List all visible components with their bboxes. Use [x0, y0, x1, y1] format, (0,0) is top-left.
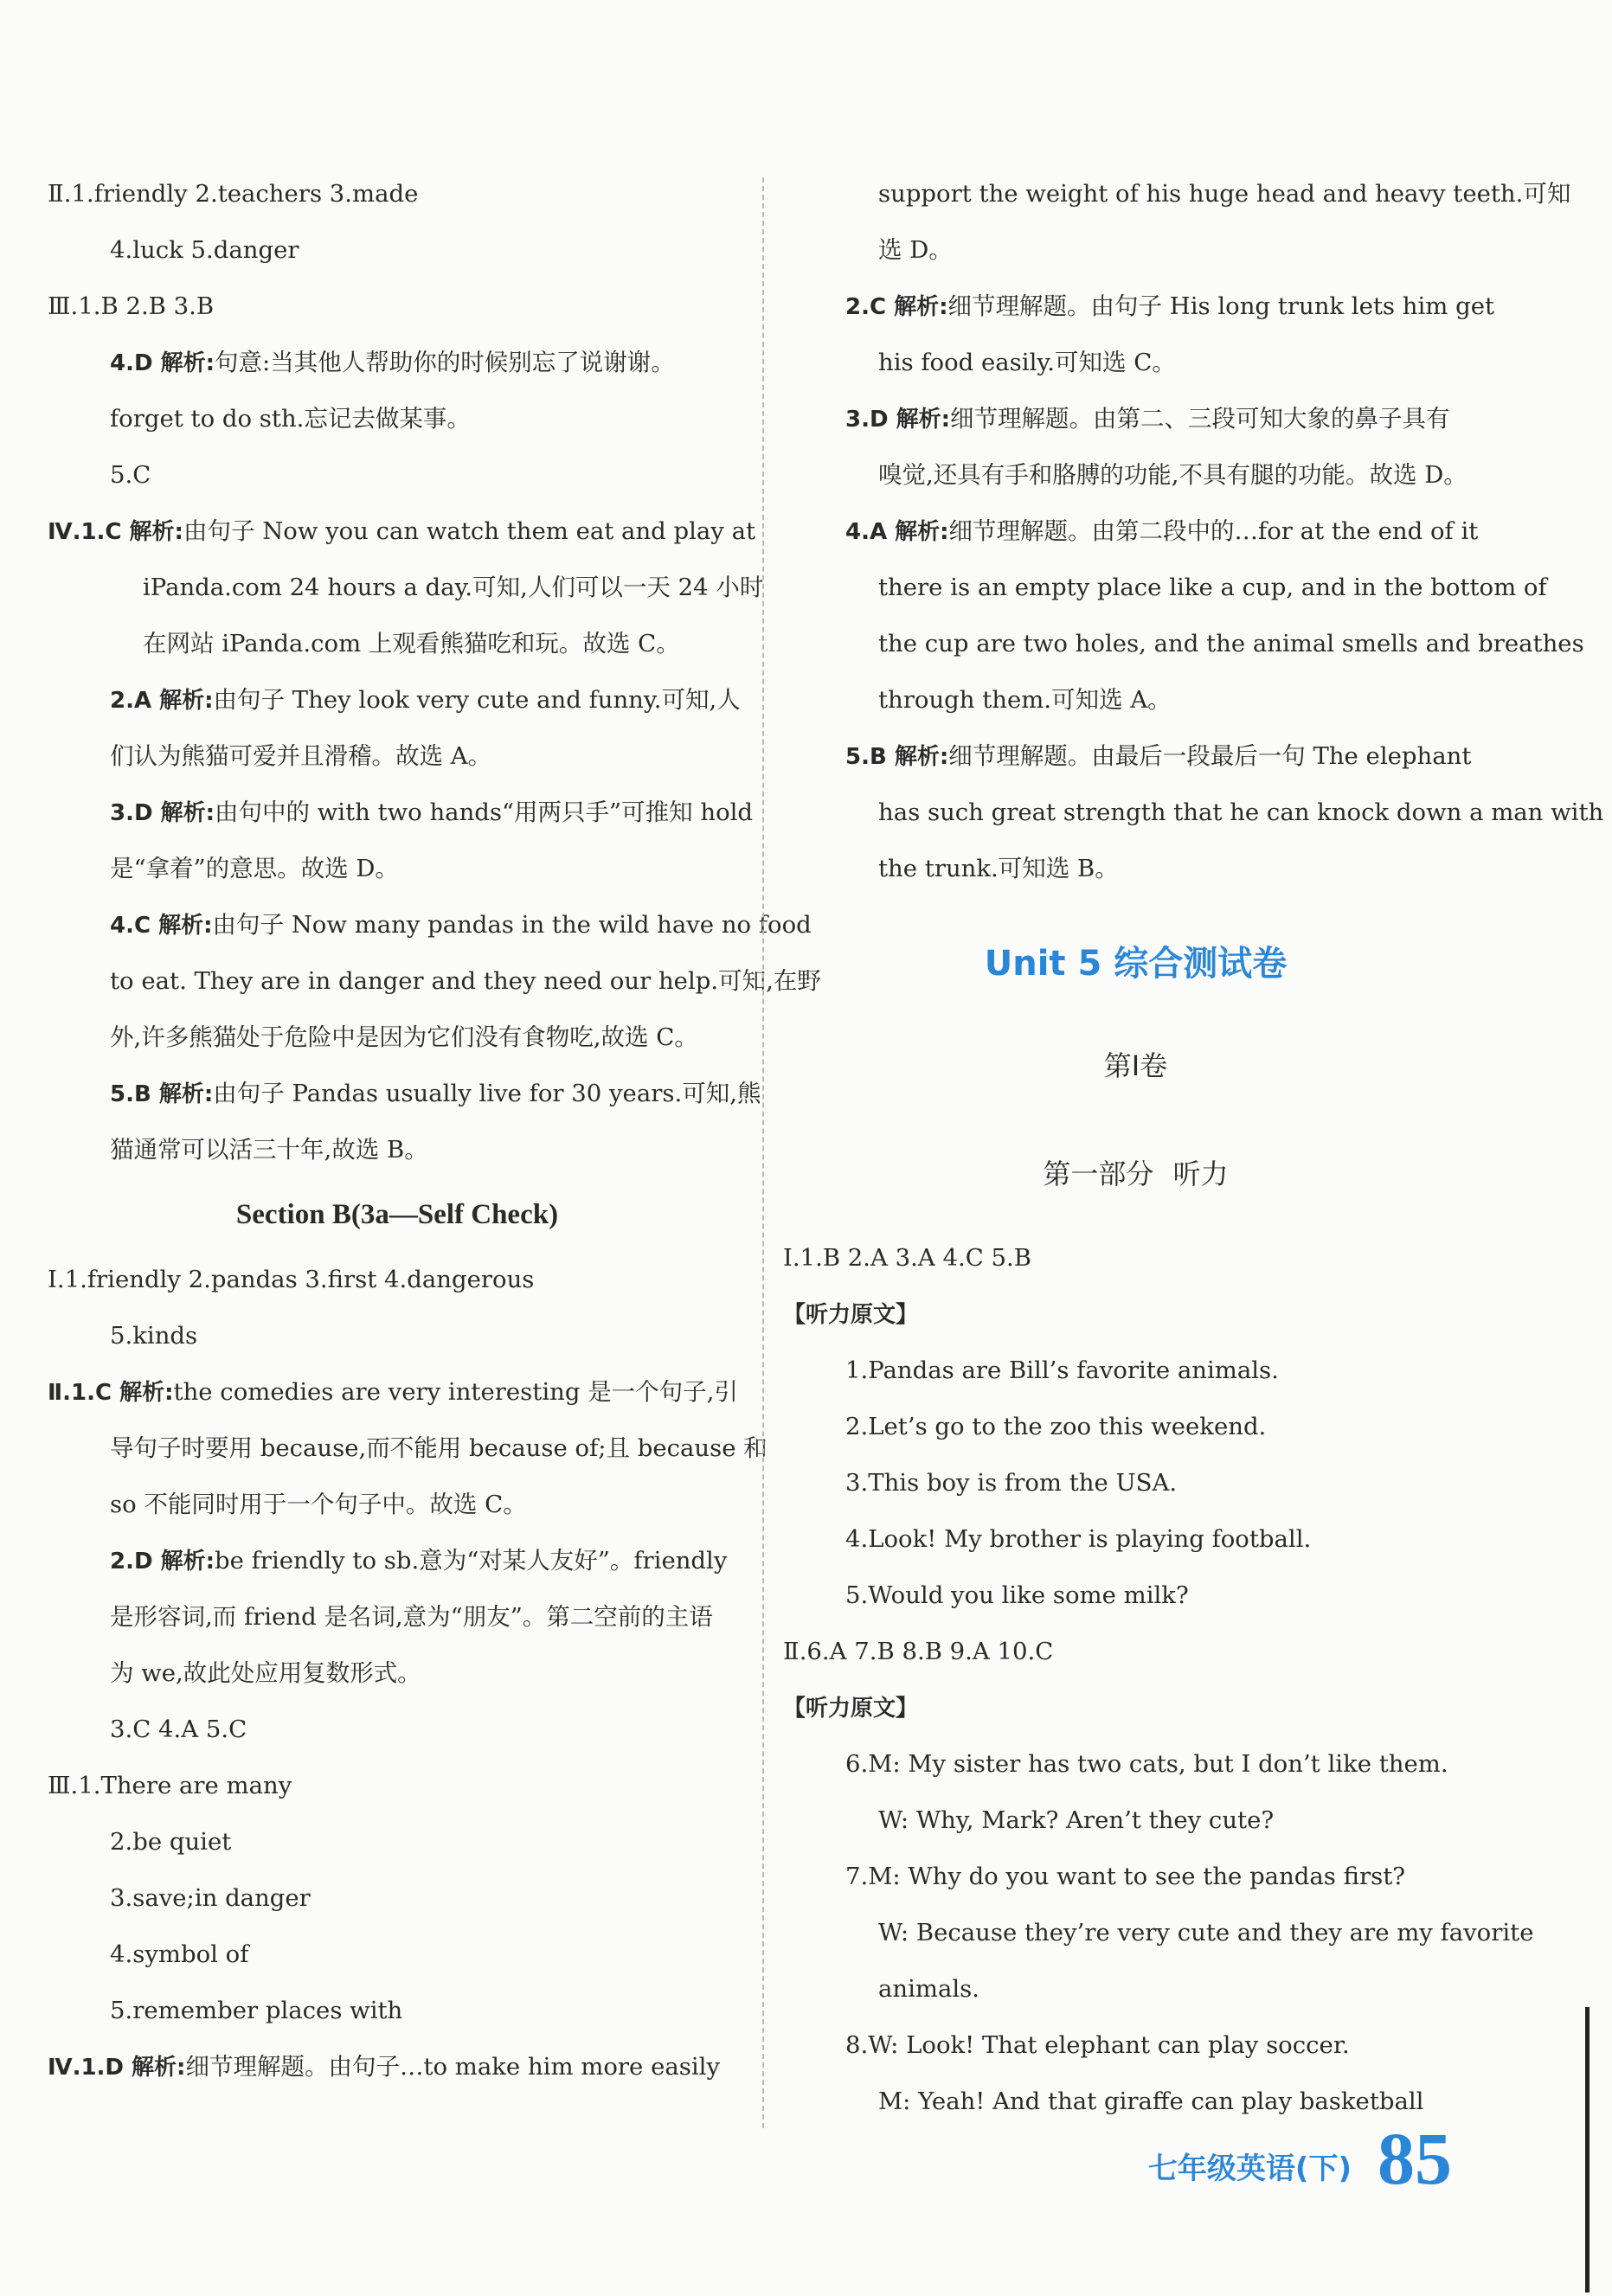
answer-text: 4.luck 5.danger: [110, 236, 299, 264]
answer-text: W: Because they’re very cute and they are my favorite: [878, 1919, 1534, 1946]
answer-text: 在网站 iPanda.com 上观看熊猫吃和玩。故选 C。: [143, 630, 680, 657]
answer-line: [783, 672, 1488, 728]
answer-text: 为 we,故此处应用复数形式。: [110, 1659, 421, 1687]
answer-line: [48, 1066, 761, 1122]
answer-line: [48, 166, 747, 222]
answer-text: Ⅰ.1.friendly 2.pandas 3.first 4.dangerous: [48, 1266, 535, 1293]
section-title: Section B(3a—Self Check): [235, 1199, 559, 1230]
unit-title: Unit 5 综合测试卷: [984, 944, 1288, 984]
answer-line: [48, 447, 747, 503]
answer-text: 细节理解题。由最后一段最后一句 The elephant: [948, 742, 1472, 770]
answer-label: 4.A 解析:: [845, 519, 949, 545]
answer-line: [48, 503, 756, 560]
answer-text: forget to do sth.忘记去做某事。: [110, 405, 471, 433]
answer-text: 猫通常可以活三十年,故选 B。: [110, 1136, 428, 1164]
answer-line: [48, 1758, 747, 1814]
answer-line: [48, 1870, 747, 1927]
answer-line: [48, 1702, 747, 1758]
answer-text: 是形容词,而 friend 是名词,意为“朋友”。第二空前的主语: [110, 1603, 713, 1631]
answer-text: 1.Pandas are Bill’s favorite animals.: [845, 1356, 1279, 1384]
answer-label: 3.D 解析:: [110, 800, 215, 826]
answer-line: [783, 1961, 1488, 2017]
answer-label: 4.C 解析:: [110, 913, 213, 939]
answer-line: [48, 1122, 747, 1178]
volume-title: 第Ⅰ卷: [1103, 1049, 1168, 1082]
answer-line: [783, 1736, 1488, 1793]
answer-text: 7.M: Why do you want to see the pandas first?: [845, 1863, 1406, 1890]
page-edge-mark: [1585, 2007, 1590, 2293]
answer-line: [48, 1814, 747, 1870]
answer-text: 8.W: Look! That elephant can play soccer.: [845, 2031, 1350, 2059]
answer-label: 5.B 解析:: [110, 1081, 214, 1107]
answer-text: Ⅲ.1.B 2.B 3.B: [48, 292, 215, 320]
answer-text: 由句子 Pandas usually live for 30 years.可知,熊: [213, 1080, 761, 1107]
answer-line: [783, 503, 1488, 560]
answer-text: 句意:当其他人帮助你的时候别忘了说谢谢。: [215, 349, 675, 376]
answer-line: [48, 222, 747, 279]
answer-text: 2.be quiet: [110, 1828, 232, 1856]
answer-text: to eat. They are in danger and they need our help.可知,在野: [110, 967, 821, 995]
answer-line: [48, 391, 747, 447]
answer-line: [48, 897, 812, 953]
answer-line: [783, 1905, 1534, 1961]
answer-line: [48, 1010, 747, 1066]
answer-label: 2.A 解析:: [110, 688, 214, 714]
answer-line: [48, 1533, 747, 1589]
answer-line: [783, 1511, 1488, 1568]
answer-label: 2.C 解析:: [845, 294, 948, 320]
answer-text: 外,许多熊猫处于危险中是因为它们没有食物吃,故选 C。: [110, 1023, 698, 1051]
answer-text: 4.symbol of: [110, 1940, 249, 1968]
answer-line: [48, 1589, 747, 1645]
answer-line: [783, 728, 1488, 785]
answer-text: 细节理解题。由句子 His long trunk lets him get: [947, 292, 1495, 320]
answer-text: 是“拿着”的意思。故选 D。: [110, 855, 399, 882]
answer-label: 【听力原文】: [783, 1302, 919, 1328]
answer-text: so 不能同时用于一个句子中。故选 C。: [110, 1491, 527, 1518]
answer-text: iPanda.com 24 hours a day.可知,人们可以一天 24 小时: [143, 574, 764, 601]
answer-label: 【听力原文】: [783, 1696, 919, 1722]
answer-label: Ⅳ.1.D 解析:: [48, 2055, 186, 2081]
answer-text: 细节理解题。由第二、三段可知大象的鼻子具有: [950, 405, 1450, 433]
answer-text: 5.kinds: [110, 1322, 198, 1350]
answer-text: W: Why, Mark? Aren’t they cute?: [878, 1806, 1275, 1834]
answer-text: 细节理解题。由句子…to make him more easily: [185, 2053, 720, 2081]
answer-line: [48, 1477, 747, 1533]
answer-line: [783, 1343, 1488, 1399]
answer-text: his food easily.可知选 C。: [878, 349, 1176, 376]
answer-line: [48, 616, 747, 672]
answer-text: 5.C: [110, 461, 151, 489]
answer-line: [48, 728, 747, 785]
answer-line: [783, 785, 1604, 841]
answer-text: 选 D。: [878, 236, 953, 264]
answer-line: [783, 279, 1495, 335]
answer-text: Ⅱ.1.friendly 2.teachers 3.made: [48, 180, 419, 208]
answer-text: 3.This boy is from the USA.: [845, 1469, 1178, 1497]
answer-text: M: Yeah! And that giraffe can play basketball: [878, 2088, 1424, 2115]
book-title: 七年级英语(下): [1147, 2152, 1352, 2186]
answer-line: [48, 279, 747, 335]
answer-line: [48, 1252, 747, 1308]
answer-text: 5.remember places with: [110, 1997, 403, 2024]
answer-label: 4.D 解析:: [110, 350, 215, 376]
answer-label: 2.D 解析:: [110, 1549, 215, 1574]
answer-text: Ⅰ.1.B 2.A 3.A 4.C 5.B: [783, 1244, 1031, 1272]
answer-text: 们认为熊猫可爱并且滑稽。故选 A。: [110, 742, 492, 770]
part-title: 第一部分 听力: [1043, 1158, 1229, 1190]
answer-line: [783, 222, 1488, 279]
answer-label: Ⅳ.1.C 解析:: [48, 519, 183, 545]
answer-line: [783, 335, 1488, 391]
answer-line: [48, 1927, 747, 1983]
answer-line: [48, 785, 754, 841]
answer-text: be friendly to sb.意为“对某人友好”。friendly: [215, 1547, 728, 1574]
answer-line: [48, 1364, 747, 1421]
answer-text: Ⅱ.6.A 7.B 8.B 9.A 10.C: [783, 1638, 1054, 1665]
answer-text: 由句中的 with two hands“用两只手”可推知 hold: [215, 798, 754, 826]
answer-line: [783, 166, 1571, 222]
answer-text: the comedies are very interesting 是一个句子,引: [173, 1378, 738, 1406]
answer-text: 2.Let’s go to the zoo this weekend.: [845, 1413, 1267, 1440]
answer-line: [783, 2017, 1488, 2074]
answer-line: [783, 1624, 1488, 1680]
answer-text: the cup are two holes, and the animal smells and breathes: [878, 630, 1584, 657]
answer-label: 5.B 解析:: [845, 744, 949, 770]
answer-text: 3.save;in danger: [110, 1884, 311, 1912]
answer-text: has such great strength that he can knock down a man with: [878, 798, 1604, 826]
answer-line: [48, 841, 747, 897]
answer-line: [783, 1286, 1488, 1343]
answer-label: Ⅱ.1.C 解析:: [48, 1380, 174, 1406]
answer-text: 3.C 4.A 5.C: [110, 1716, 247, 1743]
answer-line: [783, 1680, 1488, 1736]
answer-text: Ⅲ.1.There are many: [48, 1772, 292, 1799]
answer-text: 嗅觉,还具有手和胳膊的功能,不具有腿的功能。故选 D。: [878, 461, 1467, 489]
left-column: [48, 166, 821, 2095]
answer-text: 5.Would you like some milk?: [845, 1581, 1189, 1609]
answer-text: through them.可知选 A。: [878, 686, 1172, 714]
answer-line: [783, 1230, 1488, 1286]
answer-line: [48, 1983, 747, 2039]
answer-line: [783, 447, 1488, 503]
answer-line: [783, 391, 1488, 447]
answer-line: [48, 560, 764, 616]
answer-line: [48, 2039, 747, 2095]
answer-line: [783, 616, 1584, 672]
answer-line: [48, 1308, 747, 1364]
answer-text: 导句子时要用 because,而不能用 because of;且 because 和: [110, 1434, 767, 1462]
answer-line: [48, 672, 747, 728]
answer-line: [783, 560, 1547, 616]
answer-line: [48, 1645, 747, 1702]
answer-text: 4.Look! My brother is playing football.: [845, 1525, 1312, 1553]
answer-label: 3.D 解析:: [845, 407, 950, 433]
answer-text: support the weight of his huge head and heavy teeth.可知: [878, 180, 1571, 208]
answer-line: [48, 1421, 767, 1477]
answer-line: [783, 1455, 1488, 1511]
answer-line: [783, 1568, 1488, 1624]
answer-line: [783, 1399, 1488, 1455]
answer-text: 由句子 Now you can watch them eat and play at: [183, 517, 756, 545]
answer-text: there is an empty place like a cup, and in the bottom of: [878, 574, 1547, 601]
answer-text: animals.: [878, 1975, 980, 2003]
answer-text: 由句子 Now many pandas in the wild have no food: [212, 911, 812, 939]
answer-line: [48, 953, 821, 1010]
answer-text: 细节理解题。由第二段中的…for at the end of it: [948, 517, 1479, 545]
answer-text: 6.M: My sister has two cats, but I don’t like them.: [845, 1750, 1448, 1778]
answer-text: 由句子 They look very cute and funny.可知,人: [213, 686, 741, 714]
answer-line: [783, 1849, 1488, 1905]
page-footer: [1147, 2102, 1452, 2200]
answer-line: [48, 335, 747, 391]
page-number: 85: [1378, 2117, 1452, 2200]
answer-line: [783, 841, 1488, 897]
column-divider: [762, 177, 764, 2128]
answer-text: the trunk.可知选 B。: [878, 855, 1119, 882]
answer-line: [783, 1793, 1488, 1849]
right-column: [783, 166, 1604, 2130]
